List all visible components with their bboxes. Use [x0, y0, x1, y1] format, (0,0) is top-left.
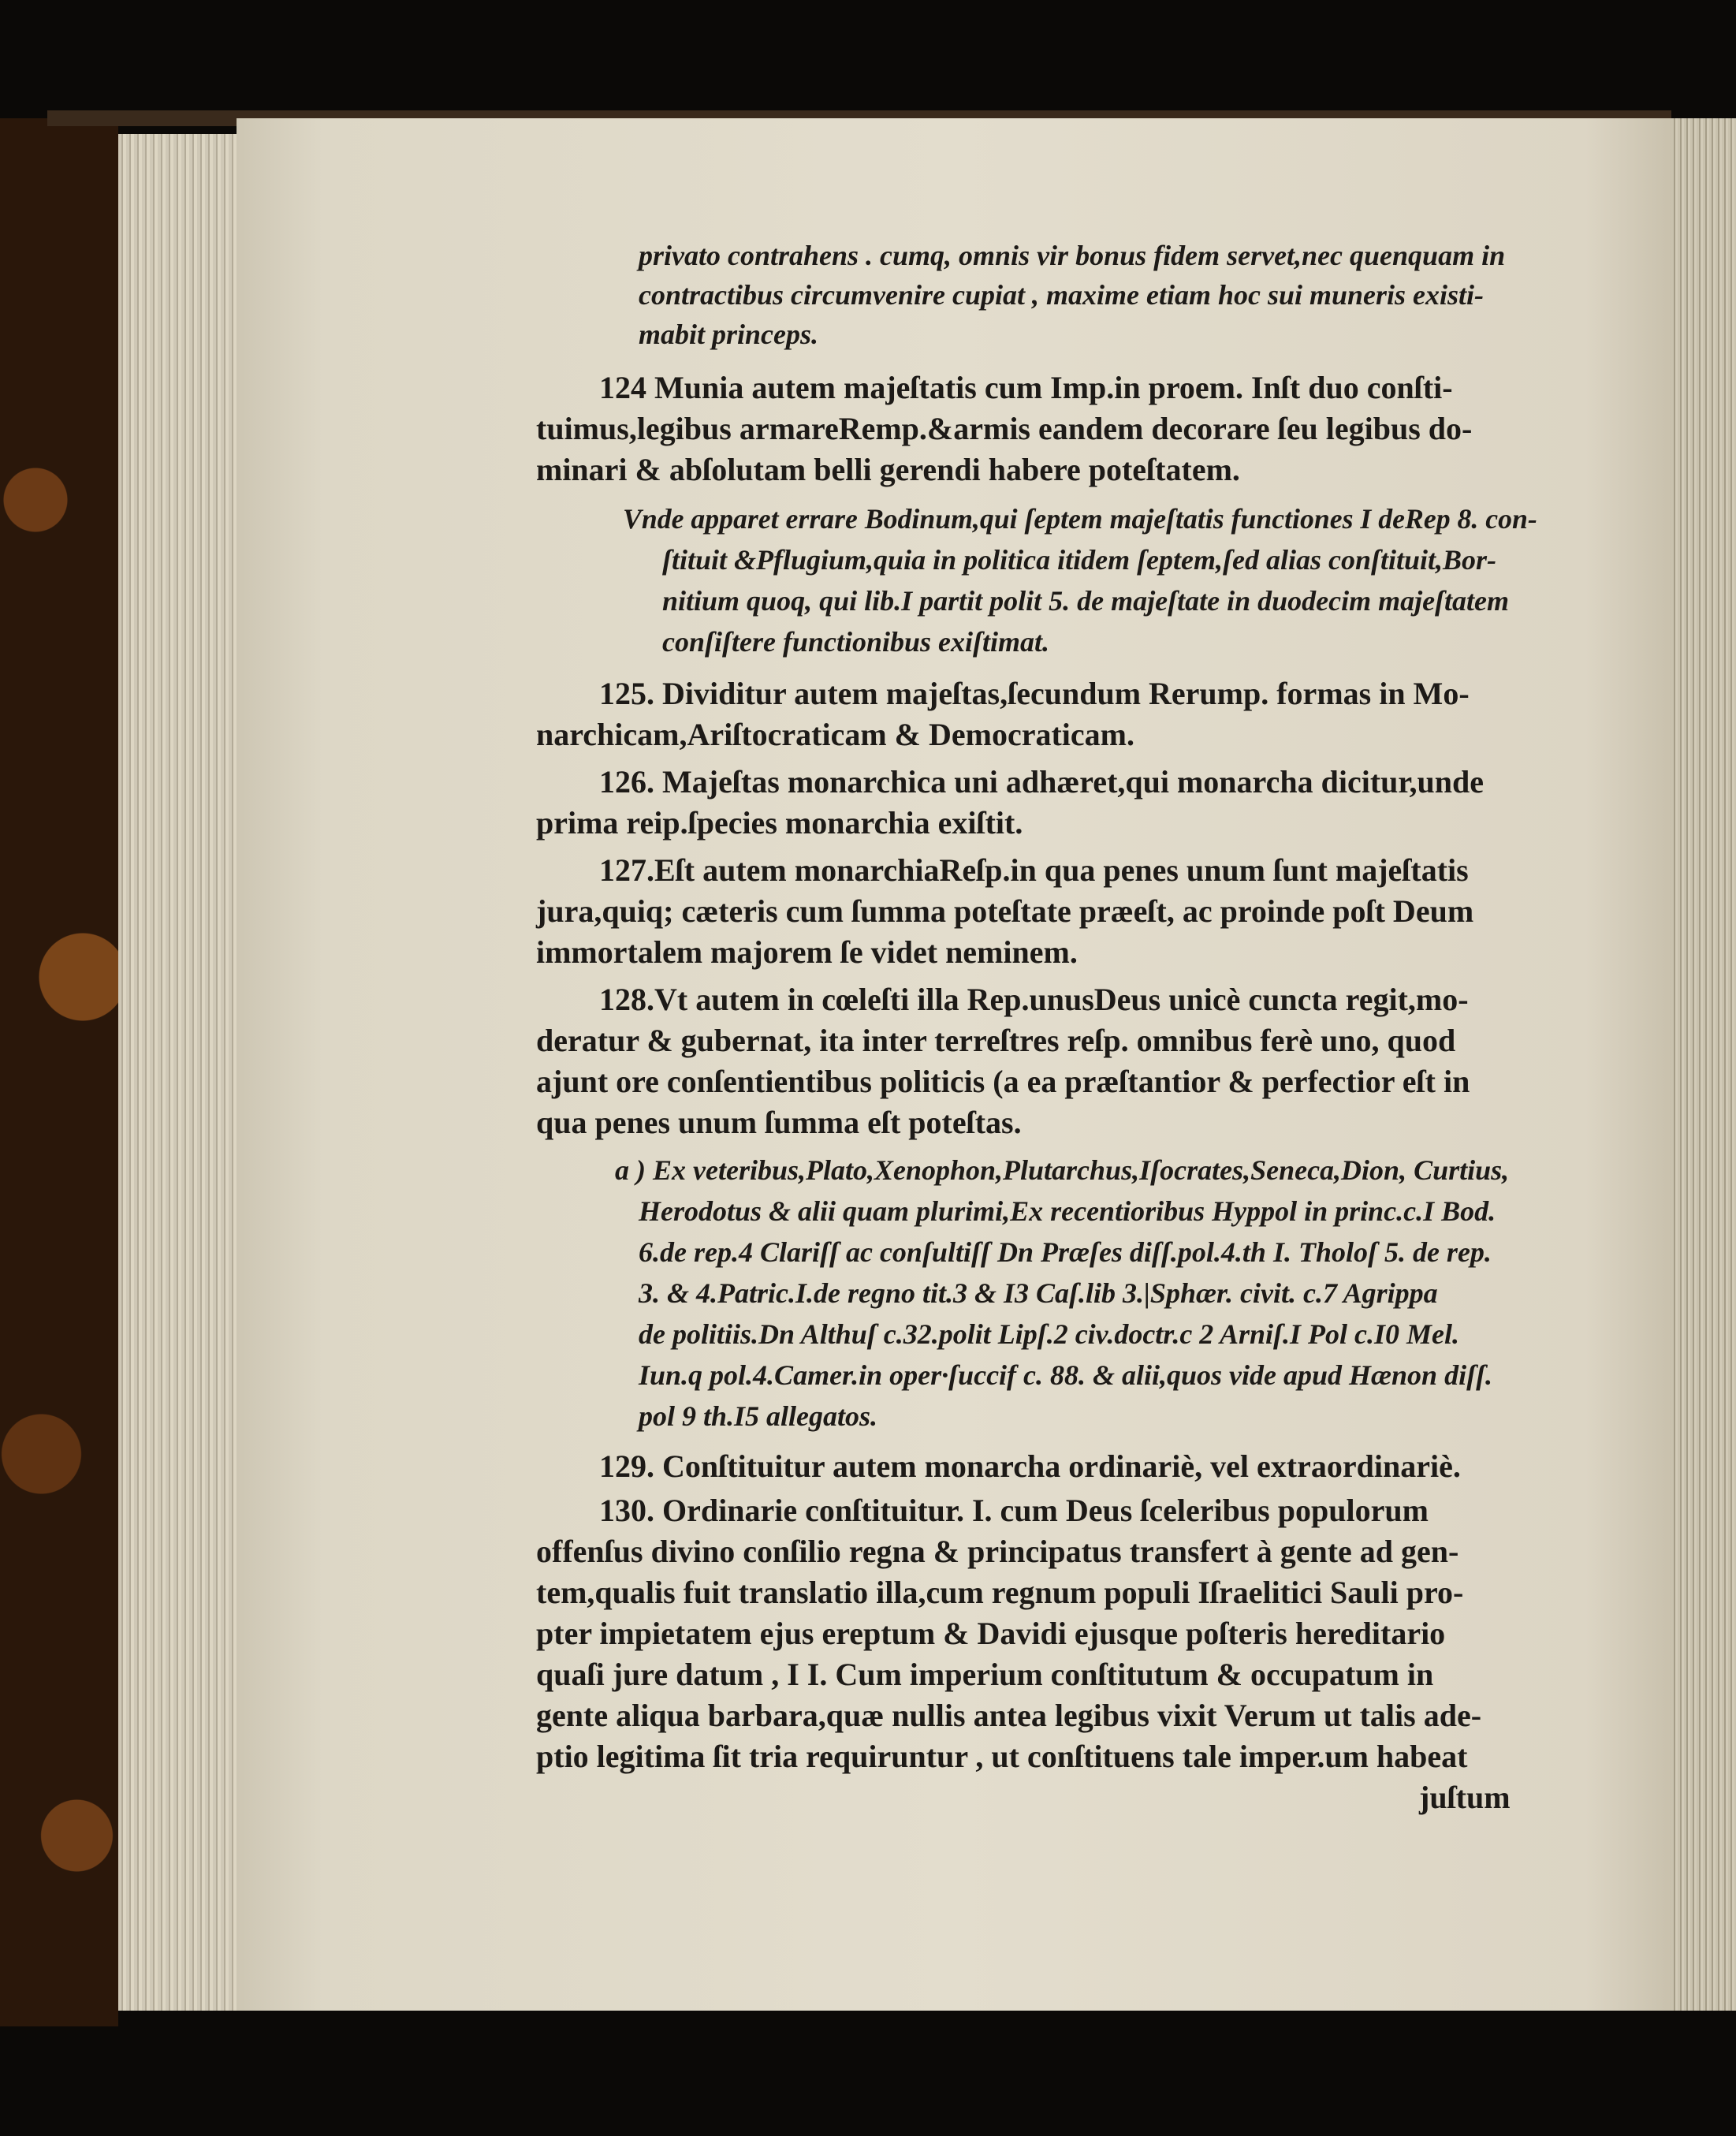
text-line: deratur & gubernat, ita inter terreſtres reſp. omnibus ferè uno, quod: [536, 1023, 1456, 1058]
text-line: ajunt ore conſentientibus politicis (a ea præſtantior & perfectior eſt in: [536, 1064, 1470, 1099]
text-line: minari & abſolutam belli gerendi habere poteſtatem.: [536, 452, 1240, 487]
text-line: de politiis.Dn Althuſ c.32.polit Lipſ.2 civ.doctr.c 2 Arniſ.I Pol c.I0 Mel.: [639, 1318, 1459, 1350]
text-line: offenſus divino conſilio regna & principatus transfert à gente ad gen-: [536, 1534, 1459, 1569]
text-line: pter impietatem ejus ereptum & Davidi ejusque poſteris hereditario: [536, 1616, 1446, 1651]
text-line: 3. & 4.Patric.I.de regno tit.3 & I3 Caſ.lib 3.|Sphær. civit. c.7 Agrippa: [639, 1277, 1438, 1309]
text-line: 6.de rep.4 Clariſſ ac conſultiſſ Dn Præſes diſſ.pol.4.th I. Tholoſ 5. de rep.: [639, 1236, 1492, 1268]
text-line: contractibus circumvenire cupiat , maxime etiam hoc sui muneris existi-: [639, 279, 1485, 311]
text-line: 124 Munia autem majeſtatis cum Imp.in proem. Inſt duo conſti-: [599, 370, 1453, 405]
page-edge-right: [1671, 118, 1736, 2011]
text-line: gente aliqua barbara,quæ nullis antea legibus vixit Verum ut talis ade-: [536, 1698, 1482, 1733]
text-line: prima reip.ſpecies monarchia exiſtit.: [536, 805, 1023, 841]
text-line: narchicam,Ariſtocraticam & Democraticam.: [536, 717, 1134, 752]
text-line: 130. Ordinarie conſtituitur. I. cum Deus ſceleribus populorum: [599, 1493, 1429, 1528]
text-line: 126. Majeſtas monarchica uni adhæret,qui monarcha dicitur,unde: [599, 764, 1484, 800]
text-line: qua penes unum ſumma eſt poteſtas.: [536, 1105, 1022, 1140]
text-line: pol 9 th.I5 allegatos.: [639, 1400, 878, 1432]
text-line: 128.Vt autem in cœleſti illa Rep.unusDeus unicè cuncta regit,mo-: [599, 982, 1469, 1017]
text-line: jura,quiq; cæteris cum ſumma poteſtate præeſt, ac proinde poſt Deum: [536, 893, 1474, 929]
text-line: immortalem majorem ſe videt neminem.: [536, 934, 1078, 970]
text-line: quaſi jure datum , I I. Cum imperium conſtitutum & occupatum in: [536, 1657, 1434, 1692]
text-line: privato contrahens . cumq, omnis vir bonus fidem servet,nec quenquam in: [639, 240, 1506, 271]
text-line: conſiſtere functionibus exiſtimat.: [662, 626, 1049, 658]
text-line: Vnde apparet errare Bodinum,qui ſeptem majeſtatis functiones I deRep 8. con-: [623, 503, 1537, 535]
text-line: Iun.q pol.4.Camer.in oper·ſuccif c. 88. & alii,quos vide apud Hænon diſſ.: [639, 1359, 1493, 1391]
book-cover-left: [0, 118, 118, 2026]
catchword: juſtum: [1419, 1780, 1511, 1815]
page-stack-left: [118, 134, 252, 2011]
text-line: 125. Dividitur autem majeſtas,ſecundum Rerump. formas in Mo-: [599, 676, 1470, 711]
text-line: 129. Conſtituitur autem monarcha ordinariè, vel extraordinariè.: [599, 1448, 1461, 1484]
text-line: tem,qualis fuit translatio illa,cum regnum populi Iſraelitici Sauli pro-: [536, 1575, 1464, 1610]
text-line: 127.Eſt autem monarchiaReſp.in qua penes unum ſunt majeſtatis: [599, 852, 1469, 888]
text-line: tuimus,legibus armareRemp.&armis eandem decorare ſeu legibus do-: [536, 411, 1473, 446]
text-line: nitium quoq, qui lib.I partit polit 5. de majeſtate in duodecim majeſtatem: [662, 585, 1510, 617]
text-line: Herodotus & alii quam plurimi,Ex recentioribus Hyppol in princ.c.I Bod.: [639, 1195, 1496, 1227]
text-line: ſtituit &Pflugium,quia in politica itidem ſeptem,ſed alias conſtituit,Bor-: [662, 544, 1497, 576]
text-line: mabit princeps.: [639, 319, 819, 350]
text-line: a ) Ex veteribus,Plato,Xenophon,Plutarchus,Iſocrates,Seneca,Dion, Curtius,: [615, 1154, 1510, 1186]
text-line: ptio legitima ſit tria requiruntur , ut conſtituens tale imper.um habeat: [536, 1739, 1468, 1774]
